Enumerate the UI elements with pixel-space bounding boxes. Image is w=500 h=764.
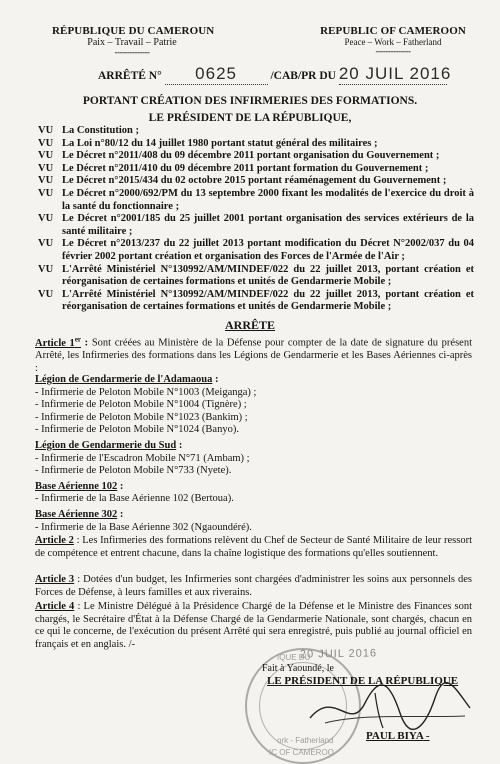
infirmary-item: - Infirmerie de Peloton Mobile N°1023 (Bankim) ; [35,411,248,423]
article-4 [35,601,472,651]
signature-place: Fait à Yaoundé, le [262,663,334,674]
vu-text: Le Décret n°2011/410 du 09 décembre 2011 portant formation du Gouvernement ; [62,162,429,174]
signature-date-stamp: 20 JUIL 2016 [299,647,378,661]
group-heading [35,509,472,522]
vu-keyword: VU [38,187,54,199]
group-colon: : [117,480,124,492]
group-heading [35,440,472,453]
vu-keyword: VU [38,150,54,162]
article-4-label: Article 4 [35,601,75,612]
article-3-text: : Dotées d'un budget, les Infirmeries sont chargées d'administrer les soins aux personnels des Forces de Défense, à leurs familles et aux riverains. [35,574,472,598]
vu-list [38,125,474,314]
vu-keyword: VU [38,175,54,187]
article-4-text: : Le Ministre Délégué à la Présidence Chargé de la Défense et le Ministre des Finances sont chargés, le Secrétaire d'État à la Défense Chargé de la Gendarmerie Nationale, sont chargés, chacun en ce qui le concerne, de l'exécution du présent Arrêté qui sera enregistré, puis publié au journal officiel en français et en anglais. /- [35,601,472,650]
group-colon: : [176,439,183,451]
vu-text: Le Décret n°2011/408 du 09 décembre 2011 portant organisation du Gouvernement ; [62,150,440,162]
vu-keyword: VU [38,288,54,300]
article-2-label: Article 2 [35,535,74,546]
vu-item [38,289,474,314]
vu-keyword: VU [38,213,54,225]
formation-group [35,481,472,506]
group-colon: : [212,374,219,385]
vu-keyword: VU [38,162,54,174]
article-3 [35,574,472,599]
vu-item [38,138,474,151]
vu-item [38,238,474,263]
article-1-colon: : [81,337,89,349]
vu-item [38,188,474,213]
vu-text: Le Décret n°2000/692/PM du 13 septembre 2000 fixant les modalités de l'exercice du droit à la santé du fonctionnaire ; [62,187,474,212]
vu-item [38,150,474,163]
group-title: Base Aérienne 102 [35,480,118,492]
decree-ref: /CAB/PR DU [270,70,336,82]
signature-title: LE PRÉSIDENT DE LA RÉPUBLIQUE [267,675,459,687]
vu-item [38,213,474,238]
formation-group [35,440,472,478]
decree-subject: PORTANT CRÉATION DES INFIRMERIES DES FORMATIONS. [82,95,418,107]
group-title: Base Aérienne 302 [35,508,118,520]
decree-number: 0625 [165,64,268,85]
vu-item [38,125,474,138]
header-left-divider: -------------- [114,47,150,57]
article-1 [35,333,472,375]
vu-text: Le Décret n°2013/237 du 22 juillet 2013 portant modification du Décret N°2002/037 du 04 février 2002 portant création et organisation des Forces de l'Armée de l'Air ; [62,238,474,262]
group-heading [35,481,472,494]
seal-text-motto: ork - Fatherland [277,736,334,745]
arrete-heading: ARRÊTE [224,318,275,332]
infirmary-item: - Infirmerie de Peloton Mobile N°1004 (Tignère) ; [35,399,247,411]
vu-text: La Loi n°80/12 du 14 juillet 1980 portant statut général des militaires ; [62,137,378,149]
infirmary-item: - Infirmerie de la Base Aérienne 302 (Ngaoundéré). [35,521,252,533]
group-title: Légion de Gendarmerie de l'Adamaoua [35,374,213,385]
article-1-label: Article 1er [35,335,82,349]
header-left-motto: Paix – Travail – Patrie [87,37,177,48]
seal-text-bottom: IC OF CAMEROO [269,748,334,757]
vu-keyword: VU [38,137,54,149]
infirmary-item: - Infirmerie de la Base Aérienne 102 (Bertoua). [35,493,234,505]
infirmary-item: - Infirmerie de l'Escadron Mobile N°71 (Ambam) ; [35,452,250,464]
seal-text-top: IQUE DU [277,653,311,662]
vu-item [38,264,474,289]
formation-group [35,374,472,437]
header-left-title: RÉPUBLIQUE DU CAMEROUN [52,25,215,37]
infirmary-item: - Infirmerie de Peloton Mobile N°733 (Nyete). [35,465,232,477]
signature-name: PAUL BIYA - [366,730,430,742]
article-2 [35,535,472,560]
infirmary-item: - Infirmerie de Peloton Mobile N°1003 (Meiganga) ; [35,386,257,398]
decree-label: ARRÊTÉ N° [98,70,162,82]
vu-keyword: VU [38,263,54,275]
vu-text: Le Décret n°2001/185 du 25 juillet 2001 portant organisation des services extérieurs de la santé militaire ; [62,213,474,237]
header-right-motto: Peace – Work – Fatherland [344,37,442,47]
vu-text: L'Arrêté Ministériel N°130992/AM/MINDEF/022 du 22 juillet 2013, portant création et réorganisation de certaines formations et unités de Gendarmerie Mobile ; [62,263,474,288]
vu-item [38,175,474,188]
group-colon: : [117,508,124,520]
header-left [52,25,215,57]
article-3-label: Article 3 [35,574,75,585]
vu-text: Le Décret n°2015/434 du 02 octobre 2015 portant réaménagement du Gouvernement ; [62,175,447,187]
vu-keyword: VU [38,125,54,136]
group-title: Légion de Gendarmerie du Sud [35,439,177,451]
vu-text: La Constitution ; [62,125,140,136]
header-right-title: REPUBLIC OF CAMEROON [320,25,466,37]
decree-date: 20 JUIL 2016 [338,64,452,83]
vu-text: L'Arrêté Ministériel N°130992/AM/MINDEF/022 du 22 juillet 2013, portant création et réorganisation de certaines formations et unités de Gendarmerie Mobile ; [62,288,474,313]
infirmary-item: - Infirmerie de Peloton Mobile N°1024 (Banyo). [35,424,239,436]
formation-group [35,509,472,534]
article-1-text: Sont créées au Ministère de la Défense pour compter de la date de signature du présent Arrêté, les Infirmeries des formations dans les Légions de Gendarmerie et les Bases Aériennes ci-après : [35,337,472,374]
header-right [318,25,468,56]
group-heading [35,374,472,387]
article-1-sup: er [74,335,82,343]
formation-groups [35,374,472,537]
header-right-divider: -------------- [375,46,411,56]
president-line: LE PRÉSIDENT DE LA RÉPUBLIQUE, [148,112,352,124]
handwritten-signature [305,678,475,738]
vu-keyword: VU [38,238,54,250]
article-2-text: : Les Infirmeries des formations relèvent du Chef de Secteur de Santé Militaire de leur ressort de compétence et entrent chacune, dans la chaîne logistique des formations qu'elles soutiennent. [35,535,472,559]
vu-item [38,163,474,176]
decree-number-line [98,64,452,85]
